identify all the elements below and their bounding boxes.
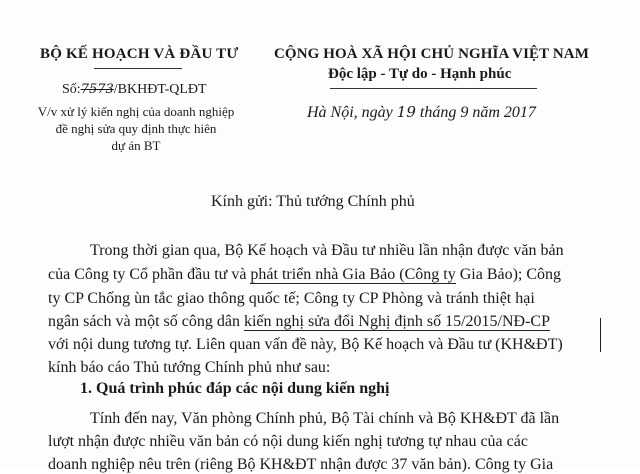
- ministry-underline: [94, 68, 182, 69]
- ministry-name: BỘ KẾ HOẠCH VÀ ĐẦU TƯ: [40, 46, 239, 62]
- paragraph-text: của Công ty Cổ phần đầu tư và: [48, 266, 251, 283]
- national-title: CỘNG HOÀ XÃ HỘI CHỦ NGHĨA VIỆT NAM: [274, 46, 589, 62]
- date-day-handwritten: 19: [396, 103, 416, 121]
- subject-line: đề nghị sửa quy định thực hiên: [55, 121, 217, 136]
- underlined-text: kiến nghị sửa đổi Nghị định số 15/2015/NĐ-CP: [243, 313, 550, 330]
- paragraph-line: với nội dung tương tự. Liên quan vấn đề này, Bộ Kế hoạch và Đầu tư (KH&ĐT): [48, 336, 563, 353]
- date-prefix: Hà Nội, ngày: [307, 104, 393, 121]
- paragraph-line: Tính đến nay, Văn phòng Chính phủ, Bộ Tài chính và Bộ KH&ĐT đã lần: [90, 410, 560, 427]
- underlined-text: phát triển nhà Gia Bảo (Công ty: [250, 266, 456, 283]
- paragraph-line: lượt nhận được nhiều văn bản có nội dung kiến nghị tương tự nhau của các: [48, 433, 528, 450]
- paragraph-line: [48, 313, 550, 331]
- paragraph-line: ty CP Chống ùn tắc giao thông quốc tế; Công ty CP Phòng và tránh thiệt hại: [48, 290, 535, 307]
- paragraph-line: Trong thời gian qua, Bộ Kế hoạch và Đầu tư nhiều lần nhận được văn bản: [90, 242, 564, 259]
- handwritten-bracket-mark: [592, 318, 601, 352]
- paragraph-text: Gia Bảo); Công: [455, 266, 562, 283]
- document-number-prefix: Số:: [62, 82, 81, 97]
- section-heading: 1. Quá trình phúc đáp các nội dung kiến nghị: [80, 380, 390, 397]
- document-date: [307, 103, 536, 122]
- document-subject: [36, 103, 236, 154]
- paragraph-text: ngân sách và một số công dân: [48, 313, 244, 330]
- document-number: [62, 82, 207, 98]
- paragraph-line: doanh nghiệp nêu trên (riêng Bộ KH&ĐT nhận được 37 văn bản). Công ty Gia: [48, 456, 554, 473]
- paragraph-line: [48, 266, 561, 284]
- document-number-handwritten: 7573: [80, 82, 114, 97]
- document-number-suffix: /BKHĐT-QLĐT: [113, 82, 207, 97]
- subject-line: V/v xử lý kiến nghị của doanh nghiệp: [37, 104, 235, 119]
- subject-line: dự án BT: [111, 138, 161, 153]
- date-suffix: tháng 9 năm 2017: [419, 104, 536, 121]
- motto-underline: [330, 88, 537, 89]
- national-motto: Độc lập - Tự do - Hạnh phúc: [328, 66, 512, 82]
- addressee: Kính gửi: Thủ tướng Chính phủ: [211, 193, 415, 210]
- paragraph-line: kính báo cáo Thủ tướng Chính phủ như sau:: [48, 359, 331, 376]
